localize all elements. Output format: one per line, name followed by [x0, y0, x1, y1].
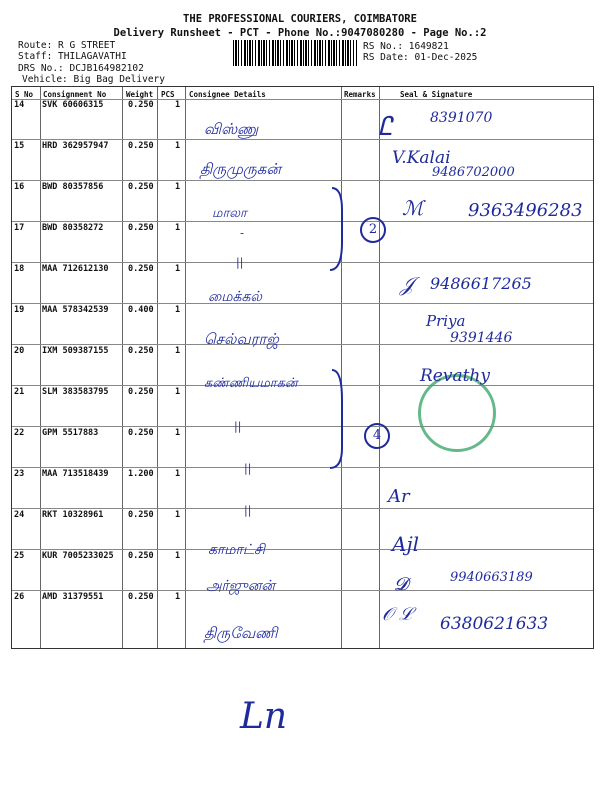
row-consignment: MAA 713518439 [42, 469, 109, 479]
row-sno: 25 [14, 551, 25, 561]
row-divider [12, 221, 593, 222]
row-weight: 0.250 [128, 182, 154, 192]
col-weight: Weight [126, 90, 154, 99]
row-consignment: BWD 80358272 [42, 223, 104, 233]
row-weight: 0.250 [128, 346, 154, 356]
row-weight: 0.250 [128, 223, 154, 233]
row-weight: 0.250 [128, 264, 154, 274]
row-sno: 19 [14, 305, 25, 315]
handwritten-phone: 9486617265 [430, 274, 532, 293]
col-sno: S No [15, 90, 34, 99]
row-pcs: 1 [175, 305, 181, 315]
bracket-icon [330, 370, 342, 468]
row-weight: 0.250 [128, 551, 154, 561]
row-weight: 0.250 [128, 592, 154, 602]
row-divider [12, 549, 593, 550]
handwritten-phone: 9940663189 [450, 570, 533, 585]
row-weight: 0.250 [128, 100, 154, 110]
row-divider [12, 467, 593, 468]
handwritten-name: செல்வராஜ் [204, 330, 279, 348]
handwritten-phone: 6380621633 [440, 614, 549, 634]
handwritten-mark: || [244, 504, 252, 517]
row-sno: 15 [14, 141, 25, 151]
col-pcs: PCS [161, 90, 175, 99]
row-divider [12, 139, 593, 140]
row-consignment: AMD 31379551 [42, 592, 104, 602]
remark-circle: 2 [360, 217, 386, 243]
row-pcs: 1 [175, 469, 181, 479]
handwritten-signature: V.Kalai [392, 148, 451, 168]
row-consignment: KUR 7005233025 [42, 551, 114, 561]
row-divider [12, 262, 593, 263]
row-pcs: 1 [175, 100, 181, 110]
row-weight: 1.200 [128, 469, 154, 479]
row-weight: 0.250 [128, 428, 154, 438]
column-divider [40, 87, 41, 648]
row-pcs: 1 [175, 551, 181, 561]
handwritten-mark: || [236, 256, 244, 269]
rs-number: RS No.: 1649821 [363, 41, 449, 52]
handwritten-name: திருவேணி [204, 624, 278, 642]
row-pcs: 1 [175, 223, 181, 233]
handwritten-mark: - [240, 226, 245, 240]
col-consignee: Consignee Details [189, 90, 266, 99]
footer-initials: Ln [240, 696, 288, 737]
column-divider [185, 87, 186, 648]
row-sno: 21 [14, 387, 25, 397]
handwritten-mark: || [234, 420, 242, 433]
vehicle-label: Vehicle: Big Bag Delivery [22, 74, 165, 85]
handwritten-mark: || [244, 462, 252, 475]
route-label: Route: R G STREET [18, 40, 116, 51]
row-consignment: HRD 362957947 [42, 141, 109, 151]
row-consignment: GPM 5517883 [42, 428, 99, 438]
column-divider [122, 87, 123, 648]
row-consignment: SLM 383583795 [42, 387, 109, 397]
col-remarks: Remarks [344, 90, 376, 99]
row-divider [12, 426, 593, 427]
row-sno: 14 [14, 100, 25, 110]
row-divider [12, 385, 593, 386]
row-sno: 16 [14, 182, 25, 192]
row-pcs: 1 [175, 387, 181, 397]
row-pcs: 1 [175, 182, 181, 192]
handwritten-phone: 9391446 [450, 330, 513, 346]
handwritten-signature: Revathy [420, 366, 490, 386]
bracket-icon [330, 188, 342, 270]
signature-scribble: ℳ [402, 196, 424, 220]
row-consignment: BWD 80357856 [42, 182, 104, 192]
handwritten-phone: 9363496283 [468, 200, 583, 221]
column-divider [157, 87, 158, 648]
row-divider [12, 590, 593, 591]
rs-date: RS Date: 01-Dec-2025 [363, 52, 478, 63]
page-subtitle: Delivery Runsheet - PCT - Phone No.:9047080280 - Page No.:2 [113, 27, 487, 39]
col-seal: Seal & Signature [400, 90, 473, 99]
remark-circle: 4 [364, 423, 390, 449]
barcode [233, 40, 357, 66]
handwritten-signature: Priya [426, 312, 466, 330]
row-consignment: MAA 712612130 [42, 264, 109, 274]
row-divider [12, 303, 593, 304]
row-pcs: 1 [175, 141, 181, 151]
drs-label: DRS No.: DCJB164982102 [18, 63, 144, 74]
handwritten-name: அர்ஜுனன் [206, 578, 275, 594]
handwritten-name: காமாட்சி [208, 542, 265, 558]
row-weight: 0.250 [128, 387, 154, 397]
handwritten-phone: 9486702000 [432, 165, 515, 180]
handwritten-name: கண்ணியமாகன் [204, 376, 298, 391]
signature-scribble: 𝓓 [394, 574, 408, 595]
row-pcs: 1 [175, 346, 181, 356]
row-sno: 20 [14, 346, 25, 356]
page-title: THE PROFESSIONAL COURIERS, COIMBATORE [183, 13, 417, 25]
row-pcs: 1 [175, 592, 181, 602]
row-weight: 0.400 [128, 305, 154, 315]
staff-label: Staff: THILAGAVATHI [18, 51, 127, 62]
col-consignment: Consignment No [43, 90, 107, 99]
row-pcs: 1 [175, 428, 181, 438]
handwritten-name: மைக்கல் [208, 289, 263, 305]
handwritten-name: விஸ்ணு [204, 120, 259, 138]
row-pcs: 1 [175, 264, 181, 274]
signature-scribble: 𝒪 ℒ [382, 604, 413, 625]
handwritten-signature: Ajl [392, 532, 420, 556]
row-sno: 24 [14, 510, 25, 520]
row-sno: 22 [14, 428, 25, 438]
row-sno: 26 [14, 592, 25, 602]
row-sno: 17 [14, 223, 25, 233]
row-sno: 23 [14, 469, 25, 479]
handwritten-signature: Ar [388, 486, 410, 507]
row-consignment: IXM 509387155 [42, 346, 109, 356]
row-divider [12, 180, 593, 181]
handwritten-name: திருமுருகன் [200, 160, 281, 178]
row-consignment: SVK 60606315 [42, 100, 104, 110]
row-weight: 0.250 [128, 510, 154, 520]
row-consignment: MAA 578342539 [42, 305, 109, 315]
row-weight: 0.250 [128, 141, 154, 151]
row-pcs: 1 [175, 510, 181, 520]
row-divider [12, 508, 593, 509]
handwritten-name: மாலா [212, 206, 247, 221]
handwritten-phone: 8391070 [430, 110, 493, 126]
row-consignment: RKT 10328961 [42, 510, 104, 520]
signature-scribble: 𝒥 [400, 272, 414, 296]
row-sno: 18 [14, 264, 25, 274]
signature-scribble: Ꮭ [378, 112, 393, 142]
